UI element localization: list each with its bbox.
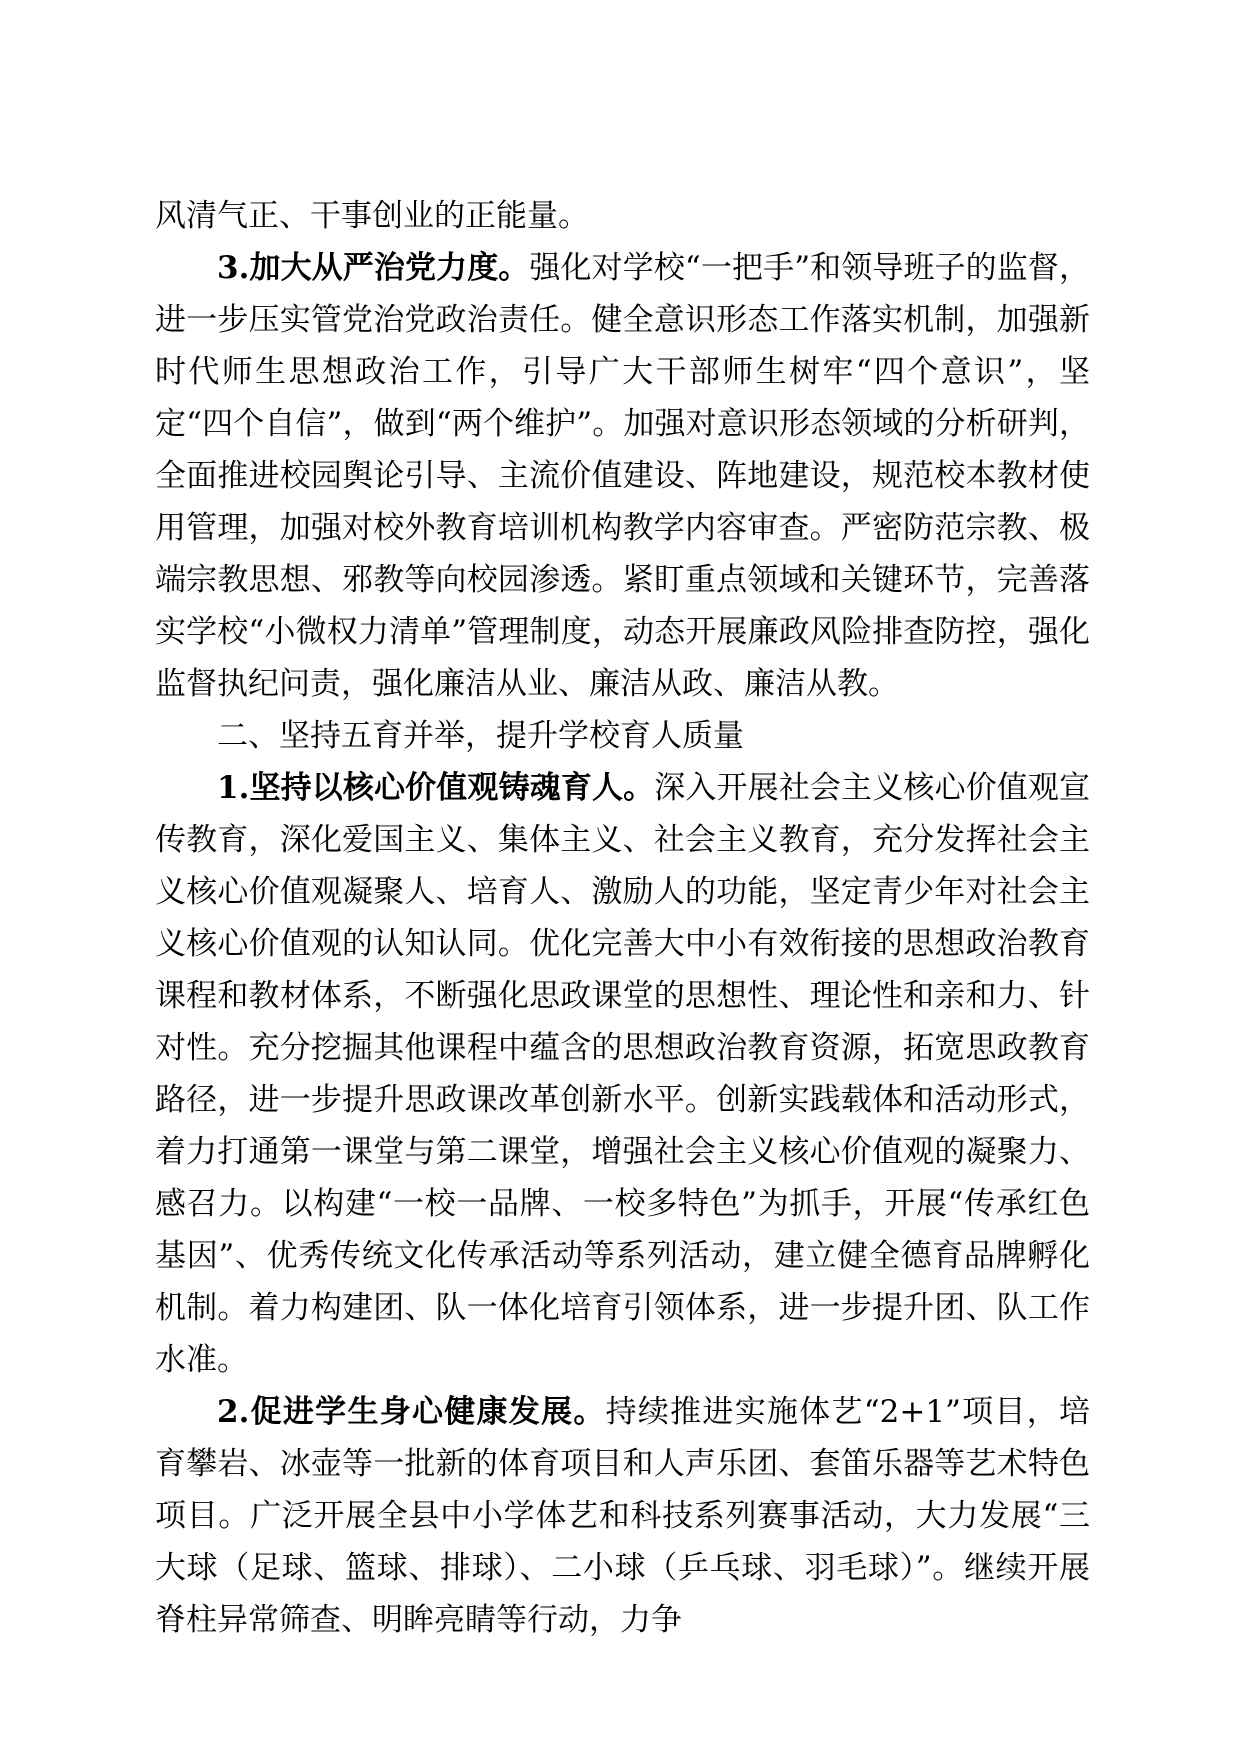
document-body — [155, 190, 1090, 1646]
paragraph-body: 深入开展社会主义核心价值观宣传教育，深化爱国主义、集体主义、社会主义教育，充分发挥社会主义核心价值观凝聚人、培育人、激励人的功能，坚定青少年对社会主义核心价值观的认知认同。优化完善大中小有效衔接的思想政治教育课程和教材体系，不断强化思政课堂的思想性、理论性和亲和力、针对性。充分挖掘其他课程中蕴含的思想政治教育资源，拓宽思政教育路径，进一步提升思政课改革创新水平。创新实践载体和活动形式，着力打通第一课堂与第二课堂，增强社会主义核心价值观的凝聚力、感召力。以构建“一校一品牌、一校多特色”为抓手，开展“传承红色基因”、优秀传统文化传承活动等系列活动，建立健全德育品牌孵化机制。着力构建团、队一体化培育引领体系，进一步提升团、队工作水准。 — [155, 770, 1090, 1378]
paragraph-student-health — [155, 1386, 1090, 1646]
paragraph-body: 持续推进实施体艺“2+1”项目，培育攀岩、冰壶等一批新的体育项目和人声乐团、套笛乐器等艺术特色项目。广泛开展全县中小学体艺和科技系列赛事活动，大力发展“三大球（足球、篮球、排球）、二小球（乒乓球、羽毛球）”。继续开展脊柱异常筛查、明眸亮睛等行动，力争 — [155, 1394, 1090, 1638]
paragraph-core-values — [155, 762, 1090, 1386]
paragraph-body: 强化对学校“一把手”和领导班子的监督，进一步压实管党治党政治责任。健全意识形态工作落实机制，加强新时代师生思想政治工作，引导广大干部师生树牢“四个意识”，坚定“四个自信”，做到“两个维护”。加强对意识形态领域的分析研判，全面推进校园舆论引导、主流价值建设、阵地建设，规范校本教材使用管理，加强对校外教育培训机构教学内容审查。严密防范宗教、极端宗教思想、邪教等向校园渗透。紧盯重点领域和关键环节，完善落实学校“小微权力清单”管理制度，动态开展廉政风险排查防控，强化监督执纪问责，强化廉洁从业、廉洁从政、廉洁从教。 — [155, 250, 1090, 702]
opening-line: 风清气正、干事创业的正能量。 — [155, 198, 589, 234]
section-heading: 二、坚持五育并举，提升学校育人质量 — [217, 718, 744, 754]
paragraph-party-discipline — [155, 242, 1090, 710]
paragraph-heading: 1.坚持以核心价值观铸魂育人。 — [217, 770, 655, 806]
paragraph-heading: 3.加大从严治党力度。 — [217, 250, 530, 286]
paragraph-heading: 2.促进学生身心健康发展。 — [217, 1394, 606, 1430]
